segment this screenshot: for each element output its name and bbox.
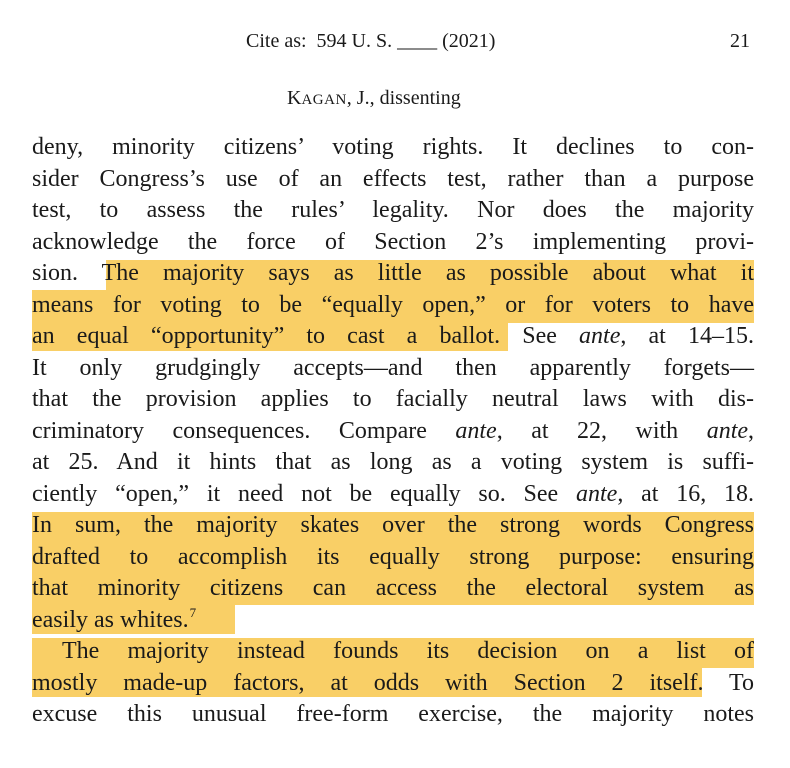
author-initial: K	[287, 87, 302, 109]
text-line-highlighted: sion. The majority says as little as possible about what it	[32, 258, 754, 290]
text-line: It only grudgingly accepts—and then apparently forgets—	[32, 354, 754, 381]
text-line: criminatory consequences. Compare ante, at 22, with ante,	[32, 417, 755, 444]
text-line-highlighted: In sum, the majority skates over the strong words Congress	[32, 510, 754, 542]
text-line: excuse this unusual free-form exercise, the majority notes	[32, 701, 754, 727]
text-line-highlighted: an equal “opportunity” to cast a ballot. See ante, at 14–15.	[32, 323, 754, 349]
text-line-highlighted: that minority citizens can access the electoral system as	[32, 573, 754, 605]
text-line: deny, minority citizens’ voting rights. It declines to con-	[32, 134, 754, 160]
author-smallcaps: AGAN	[301, 92, 347, 108]
text-line: at 25. And it hints that as long as a voting system is suffi-	[32, 449, 754, 475]
page-number: 21	[730, 30, 750, 52]
text-line: that the provision applies to facially neutral laws with dis-	[32, 386, 754, 412]
text-line-highlighted: drafted to accomplish its equally strong purpose: ensuring	[32, 542, 754, 574]
page-header	[0, 26, 790, 56]
text-line: sider Congress’s use of an effects test, rather than a purpose	[32, 165, 754, 192]
author-suffix: , J., dissenting	[346, 87, 461, 109]
text-line: ciently “open,” it need not be equally so. See ante, at 16, 18.	[32, 480, 755, 507]
citation: Cite as: 594 U. S. ____ (2021)	[246, 30, 496, 52]
text-line-highlighted: mostly made-up factors, at odds with Section 2 itself. To	[32, 669, 754, 696]
text-line: acknowledge the force of Section 2’s implementing provi-	[32, 228, 754, 255]
text-line: test, to assess the rules’ legality. Nor does the majority	[32, 197, 754, 223]
text-line-highlighted: The majority instead founds its decision on a list of	[32, 636, 754, 668]
opinion-body	[32, 132, 754, 731]
footnote-marker[interactable]: 7	[189, 604, 197, 620]
opinion-author	[287, 87, 461, 110]
text-line-highlighted: means for voting to be “equally open,” or for voters to have	[32, 290, 754, 322]
text-line-highlighted: easily as whites.$^7$	[32, 605, 754, 637]
